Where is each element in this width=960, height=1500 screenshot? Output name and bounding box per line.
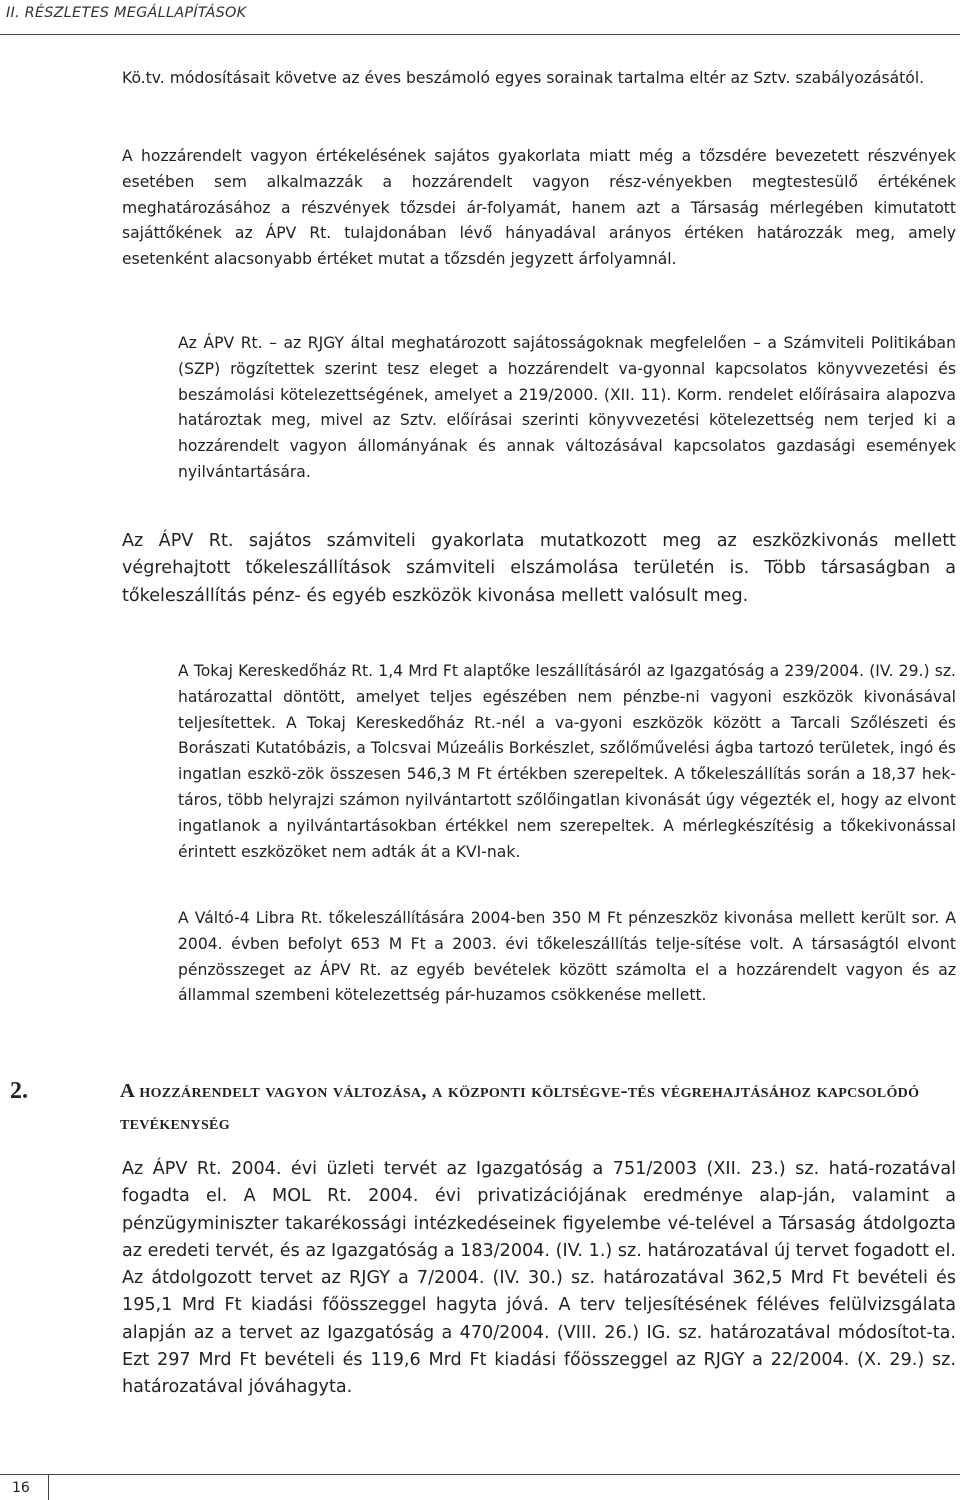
- paragraph-3: Az ÁPV Rt. – az RJGY által meghatározott sajátosságoknak megfelelően – a Számviteli Politikában (SZP) rögzítettek szerint tesz eleget a hozzárendelt va-gyonnal kapcsolatos könyvvezetési és beszámolási kötelezettségének, amelyet a 219/2000. (XII. 11). Korm. rendelet előírásaira alapozva határoztak meg, mivel az Sztv. előírásai szerinti könyvvezetési kötelezettség nem terjed ki a hozzárendelt vagyon állományának és annak változásával kapcsolatos gazdasági események nyilvántartására.: [178, 334, 956, 481]
- running-header: [0, 0, 960, 35]
- page-number: 16: [12, 1480, 30, 1496]
- footer-divider: [48, 1475, 49, 1500]
- running-header-title: II. RÉSZLETES MEGÁLLAPÍTÁSOK: [6, 5, 247, 21]
- paragraph-7: Az ÁPV Rt. 2004. évi üzleti tervét az Igazgatóság a 751/2003 (XII. 23.) sz. hatá-rozatával fogadta el. A MOL Rt. 2004. évi privatizációjának eredménye alap-ján, valamint a pénzügyminiszter takarékossági intézkedéseinek figyelembe vé-telével a Társaság átdolgozta az eredeti tervét, és az Igazgatóság a 183/2004. (IV. 1.) sz. határozatával új tervet fogadott el. Az átdolgozott tervet az RJGY a 7/2004. (IV. 30.) sz. határozatával 362,5 Mrd Ft bevételi és 195,1 Mrd Ft kiadási főösszeggel hagyta jóvá. A terv teljesítésének féléves felülvizsgálata alapján az a tervet az Igazgatóság a 470/2004. (VIII. 26.) IG. sz. határozatával módosítot-ta. Ezt 297 Mrd Ft bevételi és 119,6 Mrd Ft kiadási főösszeggel az RJGY a 22/2004. (X. 29.) sz. határozatával jóváhagyta.: [122, 1159, 956, 1398]
- paragraph-4: Az ÁPV Rt. sajátos számviteli gyakorlata mutatkozott meg az eszközkivonás mellett végrehajtott tőkeleszállítások számviteli elszámolása területén is. Több társaságban a tőkeleszállítás pénz- és egyéb eszközök kivonása mellett valósult meg.: [122, 531, 956, 606]
- page-footer: [0, 1474, 960, 1500]
- section-number: 2.: [10, 1078, 28, 1104]
- paragraph-5: A Tokaj Kereskedőház Rt. 1,4 Mrd Ft alaptőke leszállításáról az Igazgatóság a 239/2004. (IV. 29.) sz. határozattal döntött, amelyet teljes egészében nem pénzbe-ni vagyoni eszközök kivonásával teljesítettek. A Tokaj Kereskedőház Rt.-nél a va-gyoni eszközök között a Tarcali Szőlészeti és Borászati Kutatóbázis, a Tolcsvai Múzeális Borkészlet, szőlőművelési ágba tartozó területek, ingó és ingatlan eszkö-zök összesen 546,3 M Ft értékben szerepeltek. A tőkeleszállítás során a 18,37 hek-táros, több helyrajzi számon nyilvántartott szőlőingatlan kivonását úgy végezték el, hogy az elvont ingatlanok a nyilvántartásokban értékkel nem szerepeltek. A mérlegkészítésig a tőkekivonással érintett eszközöket nem adták át a KVI-nak.: [178, 662, 956, 861]
- paragraph-1: Kö.tv. módosításait követve az éves beszámoló egyes sorainak tartalma eltér az Sztv. szabályozásától.: [122, 69, 925, 87]
- section-heading: A hozzárendelt vagyon változása, a központi költségve-tés végrehajtásához kapcsolódó tevékenység: [120, 1080, 920, 1134]
- paragraph-6: A Váltó-4 Libra Rt. tőkeleszállítására 2004-ben 350 M Ft pénzeszköz kivonása mellett került sor. A 2004. évben befolyt 653 M Ft a 2003. évi tőkeleszállítás telje-sítése volt. A társaságtól elvont pénzösszeget az ÁPV Rt. az egyéb bevételek között számolta el a hozzárendelt vagyon és az állammal szembeni kötelezettség pár-huzamos csökkenése mellett.: [178, 909, 956, 1005]
- paragraph-2: A hozzárendelt vagyon értékelésének sajátos gyakorlata miatt még a tőzsdére bevezetett részvények esetében sem alkalmazzák a hozzárendelt vagyon rész-vényekben megtestesülő értékének meghatározásához a részvények tőzsdei ár-folyamát, hanem azt a Társaság mérlegében kimutatott sajáttőkének az ÁPV Rt. tulajdonában lévő hányadával arányos értéken határozzák meg, amely esetenként alacsonyabb értéket mutat a tőzsdén jegyzett árfolyamnál.: [122, 147, 956, 269]
